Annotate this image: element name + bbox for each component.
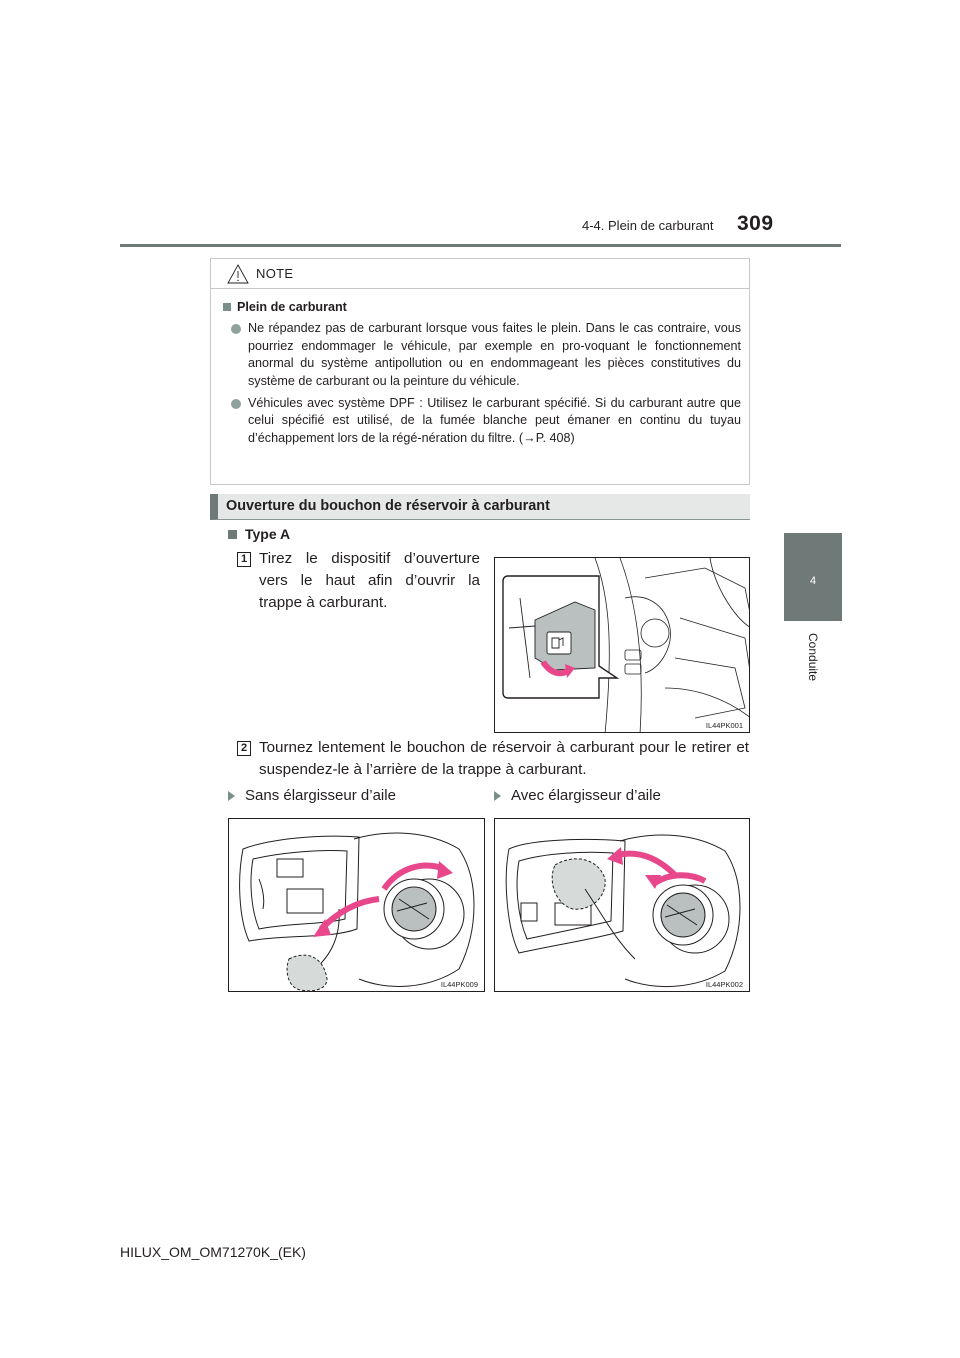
type-heading-text: Type A bbox=[245, 526, 291, 542]
type-heading bbox=[228, 526, 290, 542]
fuel-cap-illustration-left bbox=[229, 819, 485, 992]
page-number: 309 bbox=[737, 212, 774, 235]
square-bullet-icon bbox=[228, 530, 237, 539]
footer-doc-id: HILUX_OM_OM71270K_(EK) bbox=[120, 1244, 306, 1260]
chapter-label: Conduite bbox=[806, 633, 820, 682]
figure-id: IL44PK002 bbox=[705, 980, 743, 989]
variant-label-left bbox=[228, 787, 396, 804]
note-subheading-text: Plein de carburant bbox=[237, 300, 347, 314]
triangle-bullet-icon bbox=[494, 791, 501, 801]
figure-fuel-door-lever bbox=[494, 557, 750, 733]
note-subheading bbox=[223, 299, 741, 316]
header-rule bbox=[120, 244, 841, 247]
note-bullet-text: Ne répandez pas de carburant lorsque vous faites le plein. Dans le cas contraire, vous pourriez endommager le véhicule, par exemple en pro-voquant le fonctionnement anormal du système antipollution ou en endommageant les pièces constitutives du système de carburant ou la peinture du véhicule. bbox=[248, 321, 741, 388]
note-box bbox=[210, 258, 750, 485]
note-header bbox=[211, 259, 749, 289]
variant-label-right bbox=[494, 787, 661, 804]
step-number-2: 2 bbox=[237, 741, 251, 756]
section-heading-text: Ouverture du bouchon de réservoir à carburant bbox=[226, 498, 550, 514]
step-2-text: Tournez lentement le bouchon de réservoir à carburant pour le retirer et suspendez-le à l’arrière de la trappe à carburant. bbox=[259, 739, 749, 778]
note-bullet bbox=[231, 395, 741, 447]
figure-with-fender-flare bbox=[494, 818, 750, 992]
chapter-tab bbox=[784, 533, 842, 621]
variant-left-text: Sans élargisseur d’aile bbox=[245, 787, 396, 804]
square-bullet-icon bbox=[223, 303, 231, 311]
section-heading bbox=[210, 494, 750, 520]
circle-bullet-icon bbox=[231, 324, 241, 334]
chapter-label-box bbox=[784, 625, 842, 805]
figure-without-fender-flare bbox=[228, 818, 485, 992]
figure-id: IL44PK001 bbox=[705, 721, 743, 730]
variant-right-text: Avec élargisseur d’aile bbox=[511, 787, 661, 804]
warning-triangle-icon bbox=[227, 264, 249, 284]
circle-bullet-icon bbox=[231, 399, 241, 409]
note-body bbox=[211, 289, 749, 447]
note-bullet-text: Véhicules avec système DPF : Utilisez le carburant spécifié. Si du carburant autre que celui spécifié est utilisé, de la fumée blanche peut émaner en continu du tuyau d’échappement lors de la régé-nération du filtre. (→P. 408) bbox=[248, 396, 741, 445]
step-1-text: Tirez le dispositif d’ouverture vers le haut afin d’ouvrir la trappe à carburant. bbox=[259, 550, 480, 611]
figure-id: IL44PK009 bbox=[440, 980, 478, 989]
note-title: NOTE bbox=[256, 266, 294, 281]
fuel-cap-illustration-right bbox=[495, 819, 750, 992]
header-section-title: 4-4. Plein de carburant bbox=[582, 218, 714, 233]
step-number-1: 1 bbox=[237, 552, 251, 567]
fuel-door-lever-illustration bbox=[495, 558, 750, 733]
triangle-bullet-icon bbox=[228, 791, 235, 801]
note-bullet bbox=[231, 320, 741, 390]
chapter-number: 4 bbox=[809, 575, 817, 587]
